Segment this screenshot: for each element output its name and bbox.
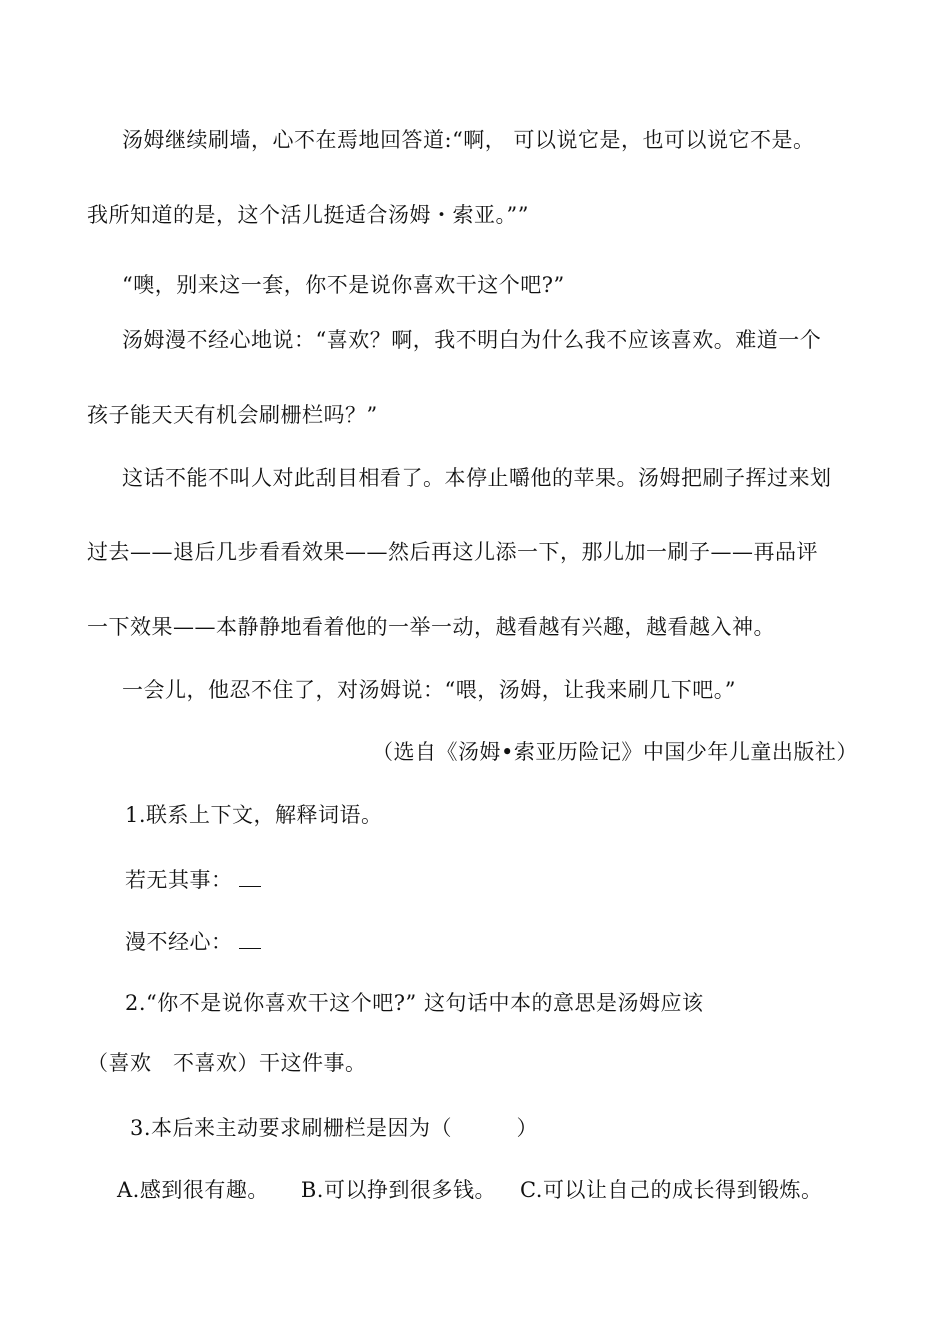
passage-line: 一会儿，他忍不住了，对汤姆说：“喂，汤姆，让我来刷几下吧。” — [122, 678, 736, 702]
passage-line: 过去——退后几步看看效果——然后再这儿添一下，那儿加一刷子——再品评 — [87, 540, 818, 564]
passage-line: 一下效果——本静静地看着他的一举一动，越看越有兴趣，越看越入神。 — [87, 615, 775, 639]
passage-line: 孩子能天天有机会刷栅栏吗？” — [87, 403, 378, 427]
option-a[interactable]: A.感到很有趣。 — [117, 1178, 269, 1202]
answer-blank[interactable] — [239, 930, 261, 949]
question-2-continuation: （喜欢 不喜欢）干这件事。 — [87, 1051, 367, 1075]
passage-line: 这话不能不叫人对此刮目相看了。本停止嚼他的苹果。汤姆把刷子挥过来划 — [122, 466, 832, 490]
term-label: 漫不经心： — [125, 930, 233, 954]
passage-line: “噢，别来这一套，你不是说你喜欢干这个吧?” — [122, 273, 565, 297]
answer-blank[interactable] — [239, 868, 261, 887]
question-3-options — [117, 1176, 822, 1204]
question-1-prompt: 1.联系上下文，解释词语。 — [125, 803, 383, 827]
question-3-prompt: 3.本后来主动要求刷栅栏是因为（ ） — [130, 1116, 539, 1140]
question-1-item — [125, 866, 261, 894]
source-citation: （选自《汤姆•索亚历险记》中国少年儿童出版社） — [372, 740, 858, 764]
question-1-item — [125, 928, 261, 956]
passage-line: 汤姆继续刷墙，心不在焉地回答道:“啊， 可以说它是，也可以说它不是。 — [122, 128, 815, 152]
term-label: 若无其事： — [125, 868, 233, 892]
passage-line: 我所知道的是，这个活儿挺适合汤姆・索亚。”” — [87, 203, 529, 227]
option-c[interactable]: C.可以让自己的成长得到锻炼。 — [519, 1178, 823, 1202]
option-b[interactable]: B.可以挣到很多钱。 — [300, 1178, 496, 1202]
passage-line: 汤姆漫不经心地说：“喜欢？啊，我不明白为什么我不应该喜欢。难道一个 — [122, 328, 822, 352]
question-2-prompt: 2.“你不是说你喜欢干这个吧?” 这句话中本的意思是汤姆应该 — [125, 991, 704, 1015]
